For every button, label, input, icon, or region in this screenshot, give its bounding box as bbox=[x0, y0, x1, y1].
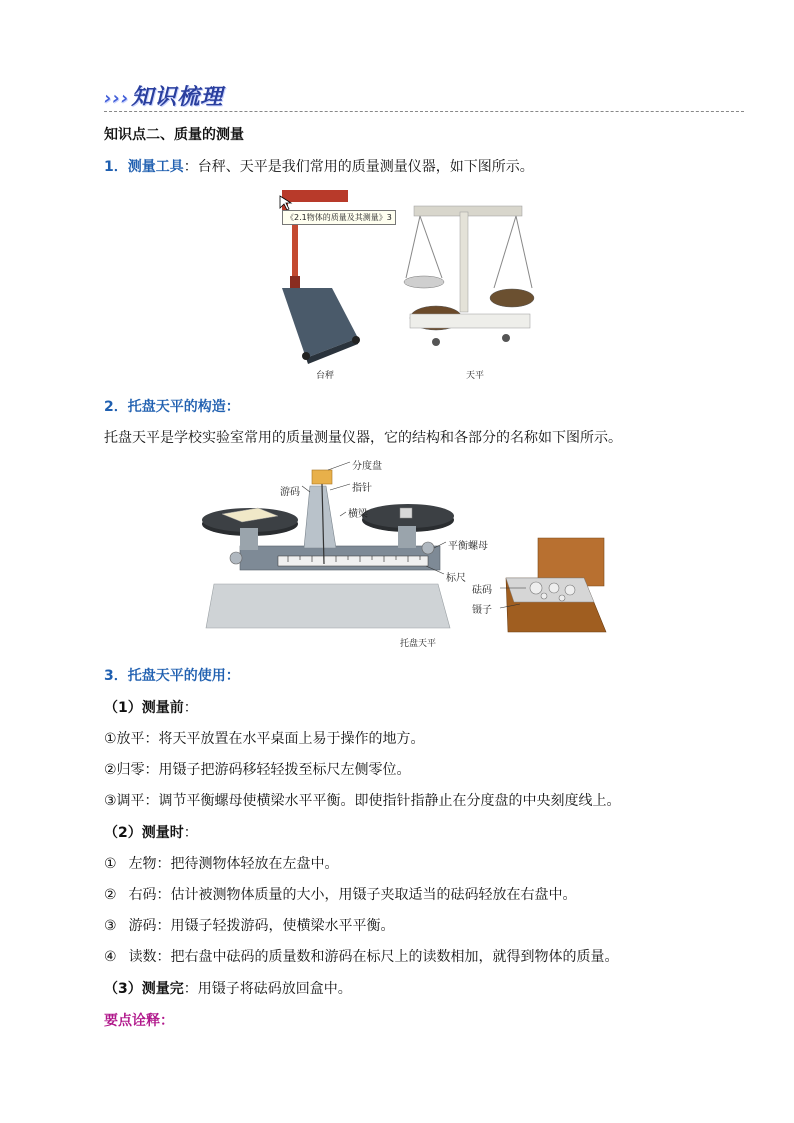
item3-colon: ： bbox=[225, 668, 240, 684]
banner-arrows: ››› bbox=[104, 88, 130, 109]
during-step-2-text: 右码：估计被测物体质量的大小，用镊子夹取适当的砝码轻放在右盘中。 bbox=[128, 887, 577, 903]
during-step-2-mark: ② bbox=[104, 887, 117, 903]
item2-line bbox=[104, 396, 240, 416]
item1-text: ：台秤、天平是我们常用的质量测量仪器，如下图所示。 bbox=[183, 159, 534, 175]
item2-term: 托盘天平的构造 bbox=[127, 399, 226, 415]
item3-line bbox=[104, 665, 240, 685]
item1-term: 测量工具 bbox=[127, 159, 184, 175]
label-beam: 横梁 bbox=[348, 509, 368, 520]
item1-line bbox=[104, 156, 534, 176]
during-step-4-mark: ④ bbox=[104, 949, 117, 965]
label-dial: 分度盘 bbox=[352, 461, 382, 472]
during-step-4-text: 读数：把右盘中砝码的质量数和游码在标尺上的读数相加，就得到物体的质量。 bbox=[128, 949, 619, 965]
during-step-1-mark: ① bbox=[104, 856, 117, 872]
before-step-1: ①放平：将天平放置在水平桌面上易于操作的地方。 bbox=[104, 731, 425, 747]
during-step-3-text: 游码：用镊子轻拨游码，使横梁水平平衡。 bbox=[128, 918, 395, 934]
before-heading bbox=[104, 697, 198, 717]
item2-description: 托盘天平是学校实验室常用的质量测量仪器，它的结构和各部分的名称如下图所示。 bbox=[104, 430, 622, 446]
item2-number: 2． bbox=[104, 399, 128, 415]
during-heading bbox=[104, 822, 198, 842]
topic-title: 知识点二、质量的测量 bbox=[104, 127, 244, 143]
balance-image bbox=[404, 206, 534, 346]
link-tooltip: 《2.1物体的质量及其测量》3 bbox=[282, 210, 396, 225]
label-tweezers: 镊子 bbox=[472, 605, 492, 616]
during-label: （2）测量时 bbox=[104, 825, 184, 841]
banner-title: 知识梳理 bbox=[131, 85, 224, 110]
during-step-3 bbox=[104, 915, 395, 935]
item3-number: 3． bbox=[104, 668, 128, 684]
after-line bbox=[104, 978, 352, 998]
label-weights: 砝码 bbox=[472, 585, 492, 596]
tray-balance-figure bbox=[200, 456, 620, 648]
during-step-1 bbox=[104, 853, 339, 873]
before-step-2: ②归零：用镊子把游码移轻轻拨至标尺左侧零位。 bbox=[104, 762, 411, 778]
during-step-4 bbox=[104, 946, 619, 966]
key-points-heading: 要点诠释： bbox=[104, 1013, 174, 1029]
during-step-2 bbox=[104, 884, 577, 904]
item2-colon: ： bbox=[225, 399, 240, 415]
label-nut: 平衡螺母 bbox=[448, 541, 488, 552]
during-colon: ： bbox=[183, 825, 198, 841]
balance-caption: 天平 bbox=[466, 371, 485, 381]
section-banner bbox=[104, 80, 223, 111]
tray-balance-caption: 托盘天平 bbox=[400, 639, 437, 649]
before-label: （1）测量前 bbox=[104, 700, 184, 716]
item3-term: 托盘天平的使用 bbox=[127, 668, 226, 684]
after-label: （3）测量完 bbox=[104, 981, 184, 997]
label-rider: 游码 bbox=[280, 487, 300, 498]
during-step-1-text: 左物：把待测物体轻放在左盘中。 bbox=[128, 856, 339, 872]
banner-divider bbox=[104, 111, 744, 112]
before-colon: ： bbox=[183, 700, 198, 716]
before-step-3: ③调平：调节平衡螺母使横梁水平平衡。即使指针指静止在分度盘的中央刻度线上。 bbox=[104, 793, 621, 809]
label-scale: 标尺 bbox=[446, 573, 466, 584]
label-pointer: 指针 bbox=[352, 483, 372, 494]
item1-number: 1． bbox=[104, 159, 128, 175]
during-step-3-mark: ③ bbox=[104, 918, 117, 934]
after-text: ：用镊子将砝码放回盒中。 bbox=[183, 981, 352, 997]
platform-scale-caption: 台秤 bbox=[316, 371, 335, 381]
